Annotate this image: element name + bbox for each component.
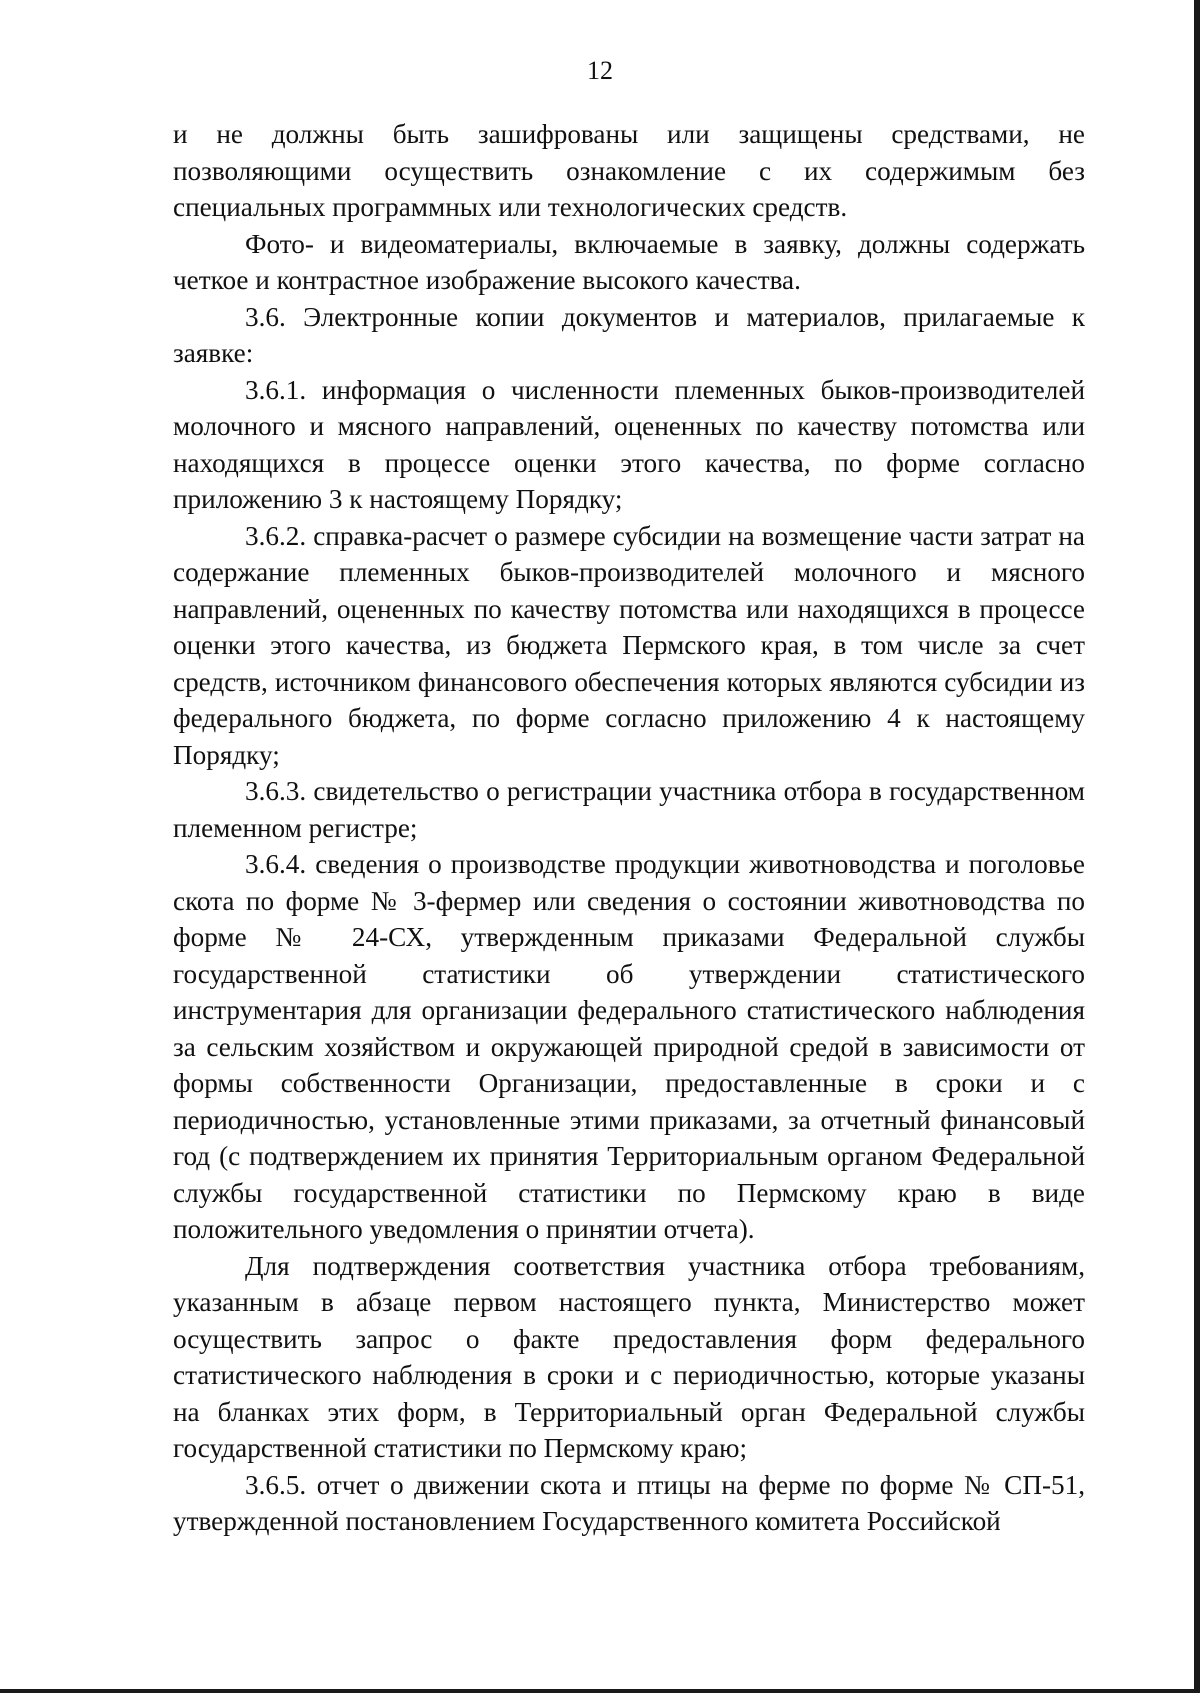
paragraph-3-6-3: 3.6.3. свидетельство о регистрации участника отбора в государственном племенном регистре; [173, 776, 1085, 843]
paragraph-3-6-5: 3.6.5. отчет о движении скота и птицы на ферме по форме № СП-51, утвержденной постановлением Государственного комитета Российской [173, 1469, 1085, 1536]
paragraph-photo-video: Фото- и видеоматериалы, включаемые в заявку, должны содержать четкое и контрастное изображение высокого качества. [173, 228, 1085, 295]
scan-edge-bottom [0, 1689, 1200, 1693]
paragraph-confirmation: Для подтверждения соответствия участника отбора требованиям, указанным в абзаце первом настоящего пункта, Министерство может осуществить запрос о факте предоставления форм федерального статистического наблюдения в сроки и с периодичностью, которые указаны на бланках этих форм, в Территориальный орган Федеральной службы государственной статистики по Пермскому краю; [173, 1250, 1085, 1463]
paragraph-3-6-2: 3.6.2. справка-расчет о размере субсидии на возмещение части затрат на содержание племенных быков-производителей молочного и мясного направлений, оцененных по качеству потомства или находящихся в процессе оценки этого качества, из бюджета Пермского края, в том числе за счет средств, источником финансового обеспечения которых являются субсидии из федерального бюджета, по форме согласно приложению 4 к настоящему Порядку; [173, 520, 1085, 770]
paragraph-continuation: и не должны быть зашифрованы или защищены средствами, не позволяющими осуществить ознакомление с их содержимым без специальных программных или технологических средств. [173, 119, 1085, 222]
page-number: 12 [587, 56, 613, 85]
document-body [173, 116, 1085, 1540]
paragraph-3-6-1: 3.6.1. информация о численности племенных быков-производителей молочного и мясного направлений, оцененных по качеству потомства или находящихся в процессе оценки этого качества, по форме согласно приложению 3 к настоящему Порядку; [173, 374, 1085, 514]
scan-edge-right [1194, 0, 1200, 1693]
paragraph-3-6: 3.6. Электронные копии документов и материалов, прилагаемые к заявке: [173, 301, 1085, 368]
paragraph-3-6-4: 3.6.4. сведения о производстве продукции животноводства и поголовье скота по форме № 3-фермер или сведения о состоянии животноводства по форме № 24-СХ, утвержденным приказами Федеральной службы государственной статистики об утверждении статистического инструментария для организации федерального статистического наблюдения за сельским хозяйством и окружающей природной средой в зависимости от формы собственности Организации, предоставленные в сроки и с периодичностью, установленные этими приказами, за отчетный финансовый год (с подтверждением их принятия Территориальным органом Федеральной службы государственной статистики по Пермскому краю в виде положительного уведомления о принятии отчета). [173, 849, 1085, 1244]
